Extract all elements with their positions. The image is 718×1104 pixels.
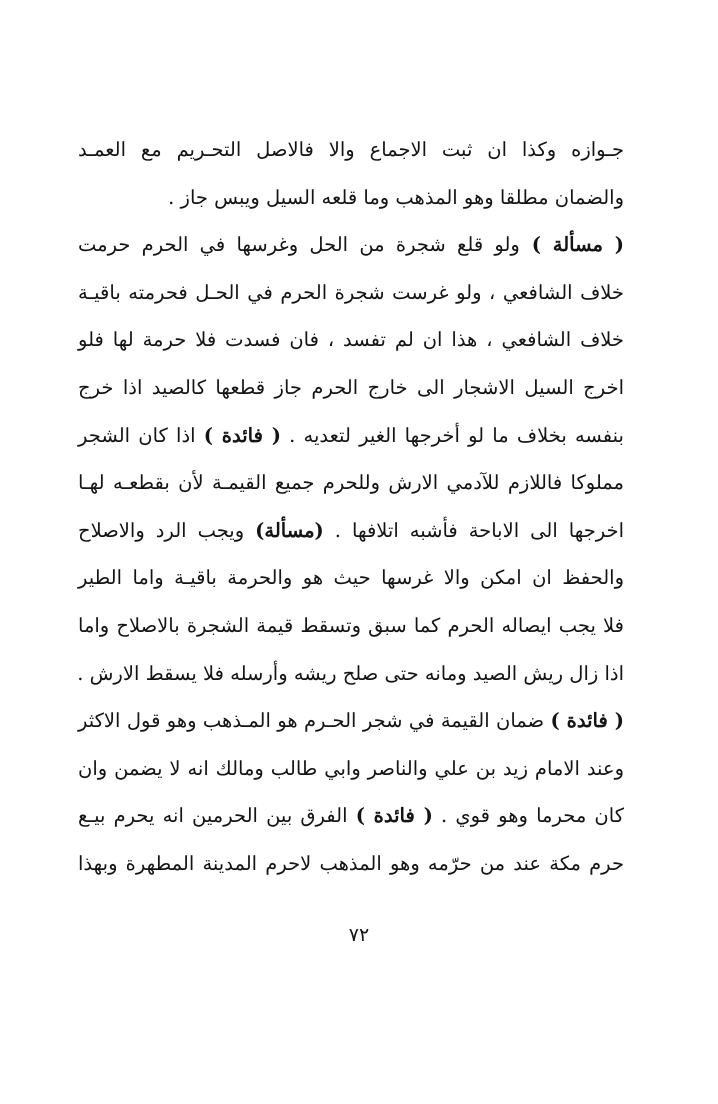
heading-masala: مسألة — [552, 233, 603, 257]
heading-masala: (مسألة) — [255, 518, 324, 542]
text-line: مملوكا فاللازم للآدمي الارش وللحرم جميع القيمـة لأن بقطعـه لهـا — [78, 471, 624, 495]
text-line: اذا زال ريش الصيد ومانه حتى صلح ريشه وأرسله فلا يسقط الارش . — [77, 661, 624, 685]
text-line: فلا يجب ايصاله الحرم كما سبق وتسقط قيمة الشجرة بالاصلاح واما — [78, 613, 624, 637]
text-line: ( مسألة ) ولو قلع شجرة من الحل وغرسها في الحرم حرمت — [78, 233, 625, 257]
bracket-open: ( — [602, 233, 625, 257]
heading-faida: ( فائدة ) — [203, 423, 281, 447]
text-line: جـوازه وكذا ان ثبت الاجماع والا فالاصل التحـريم مع العمـد — [78, 138, 624, 161]
heading-faida: ( فائدة ) — [550, 709, 624, 733]
page-number: ٧٢ — [348, 924, 370, 946]
text-line: حرم مكة عند من حرّمه وهو المذهب لاحرم المدينة المطهرة وبهذا — [78, 851, 624, 875]
text-line: بنفسه بخلاف ما لو أخرجها الغير لتعديه . ( فائدة ) اذا كان الشجر — [78, 423, 624, 447]
text-line: خلاف الشافعي ، هذا ان لم تفسد ، فان فسدت فلا حرمة لها فلو — [78, 328, 624, 352]
text-line: ( فائدة ) ضمان القيمة في شجر الحـرم هو المـذهب وهو قول الاكثر — [78, 709, 624, 733]
text-line: والضمان مطلقا وهو المذهب وما قلعه السيل ويبس جاز . — [168, 185, 624, 209]
text-line: وعند الامام زيد بن علي والناصر وابي طالب ومالك انه لا يضمن وان — [78, 756, 624, 780]
heading-faida: ( فائدة ) — [355, 804, 433, 828]
body-text — [78, 126, 624, 888]
text-line: اخرج السيل الاشجار الى خارج الحرم جاز قطعها كالصيد اذا خرج — [78, 375, 624, 399]
text-line: كان محرما وهو قوي . ( فائدة ) الفرق بين الحرمين انه يحرم بيـع — [78, 804, 624, 828]
bracket-close: ) — [519, 233, 553, 257]
text-line: والحفظ ان امكن والا غرسها حيث هو والحرمة باقيـة واما الطير — [78, 566, 624, 590]
text-line: خلاف الشافعي ، ولو غرست شجرة الحرم في الحـل فحرمته باقيـة — [78, 280, 624, 304]
text-line: اخرجها الى الاباحة فأشبه اتلافها . (مسألة) ويجب الرد والاصلاح — [78, 518, 624, 542]
